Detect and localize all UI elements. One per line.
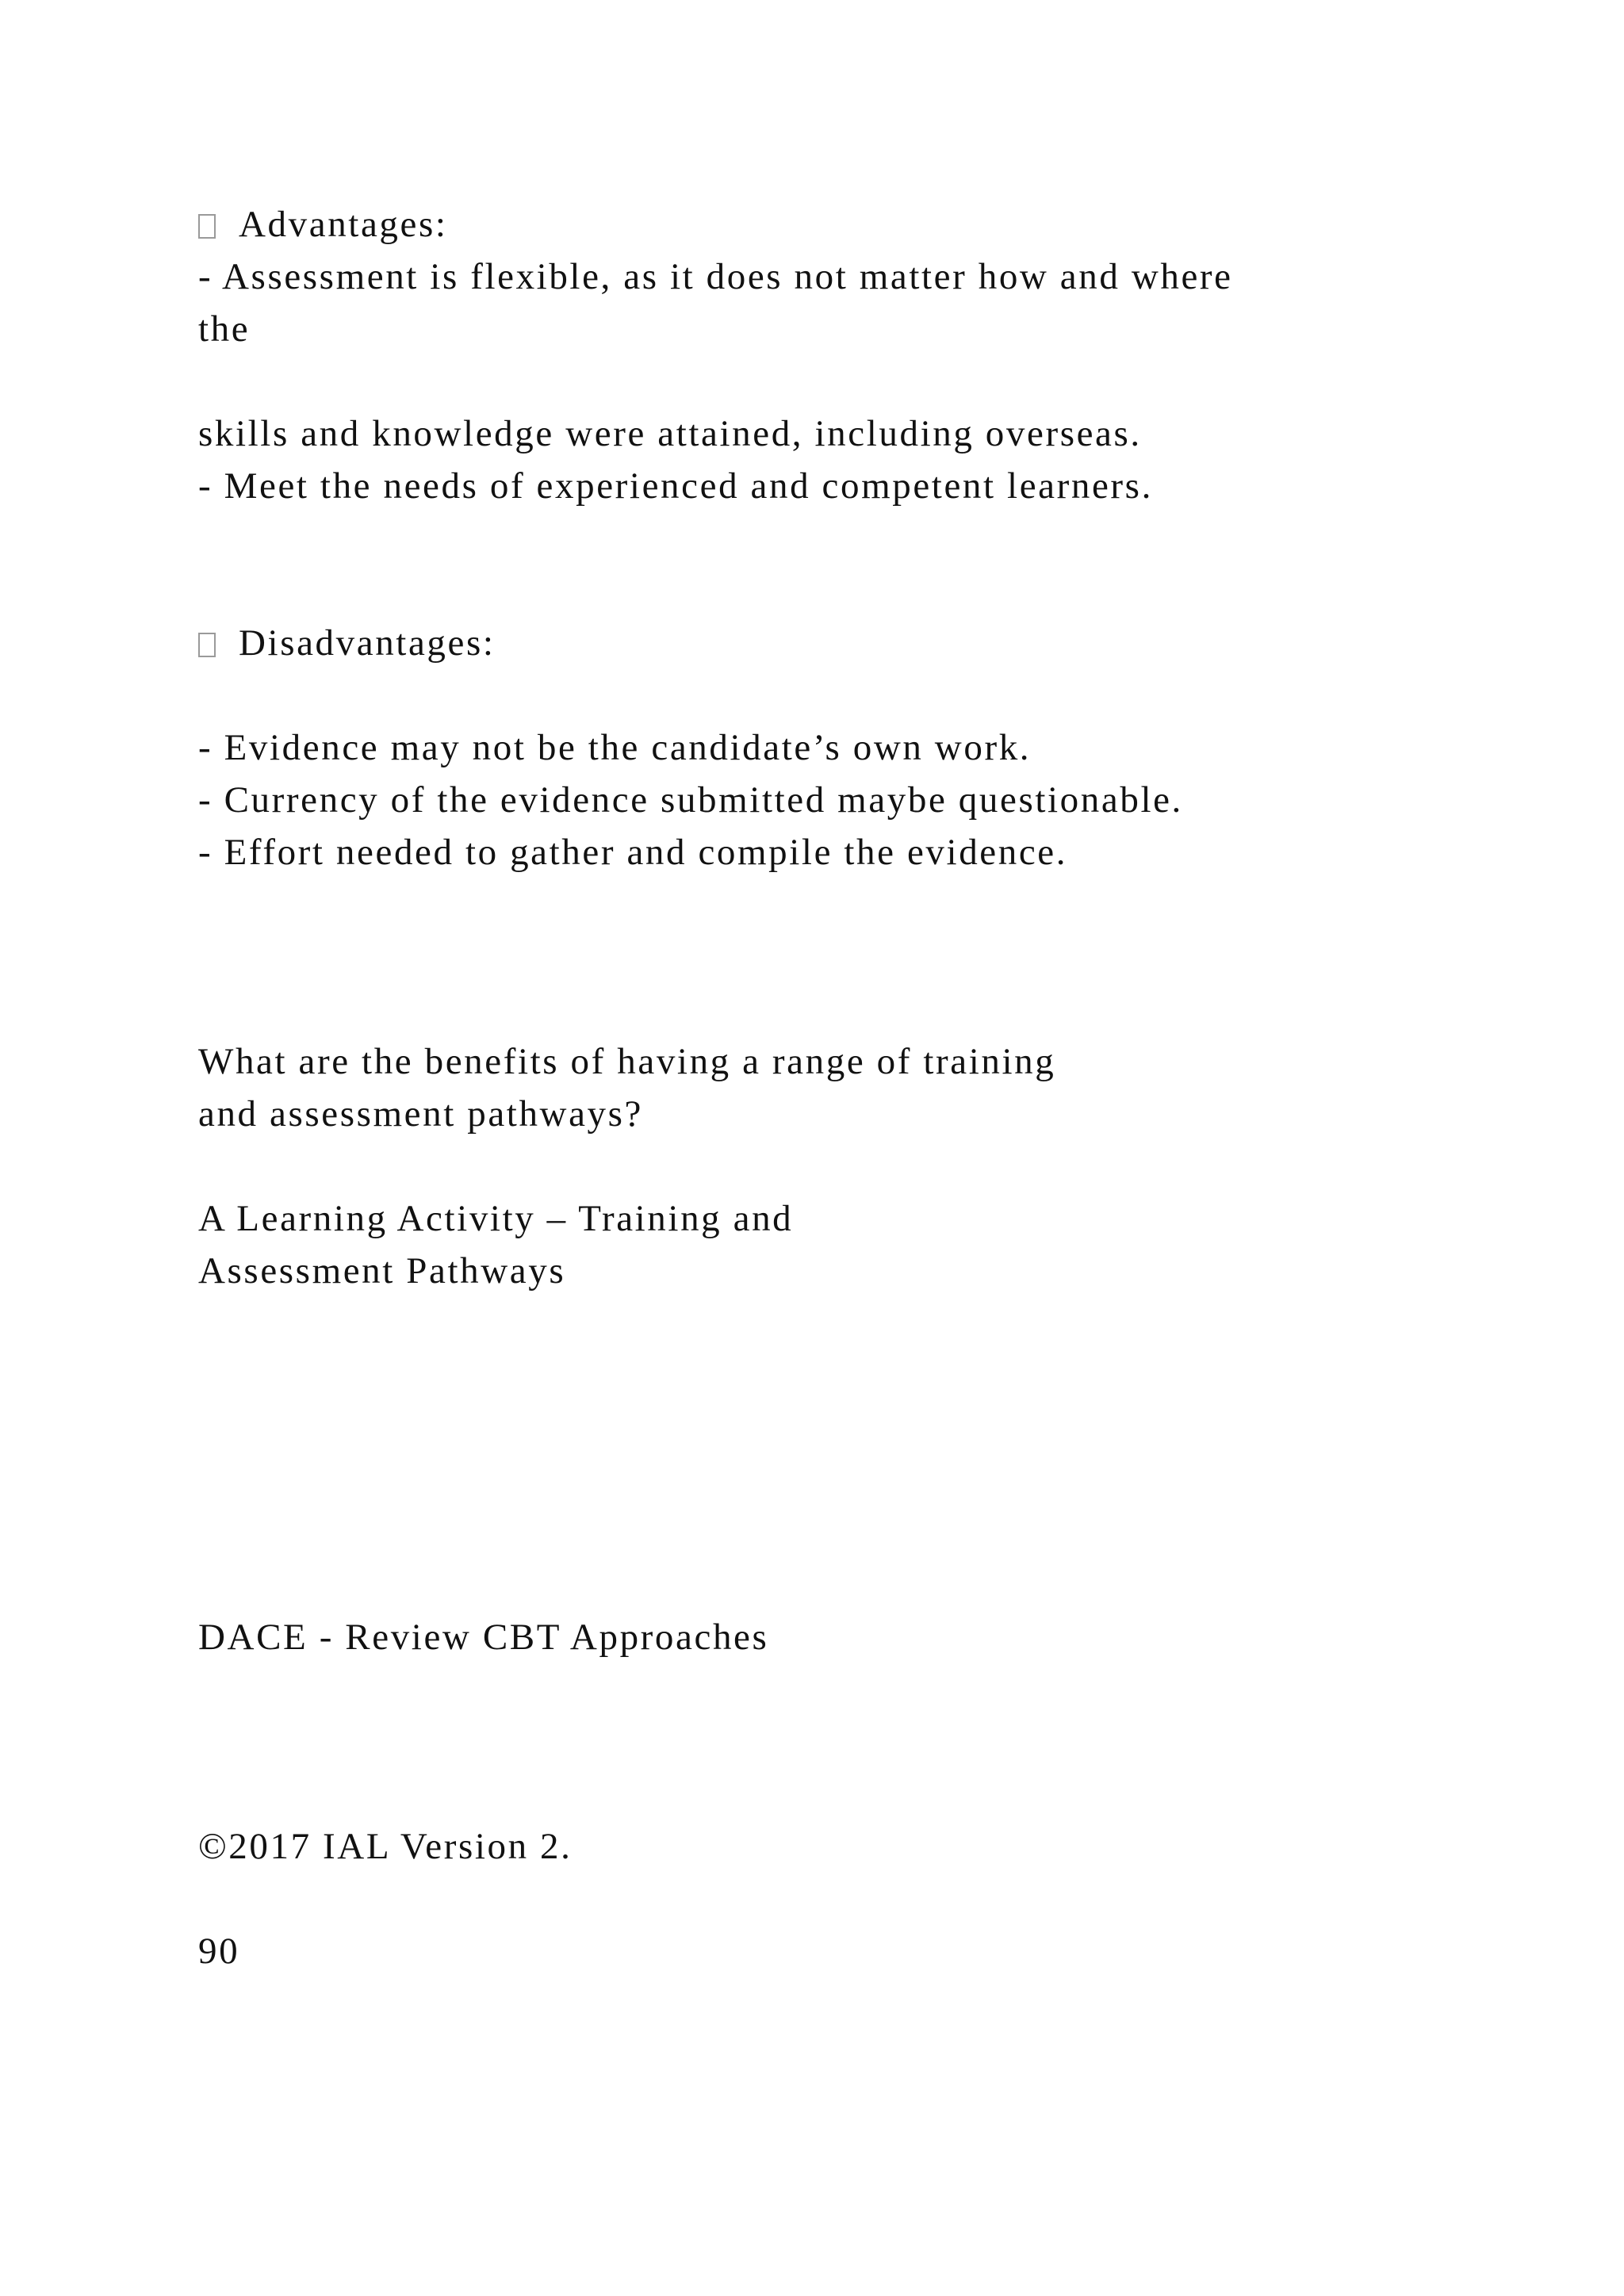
question-line-2: and assessment pathways? bbox=[198, 1093, 643, 1135]
advantages-line-2: the bbox=[198, 308, 251, 350]
advantages-heading: Advantages: bbox=[239, 204, 448, 245]
copyright-footer: ©2017 IAL Version 2. bbox=[198, 1826, 573, 1867]
disadvantages-line-1: - Evidence may not be the candidate’s own work. bbox=[198, 727, 1032, 768]
checkbox-bullet-icon bbox=[198, 214, 216, 239]
page-number: 90 bbox=[198, 1931, 240, 1972]
activity-title-line-2: Assessment Pathways bbox=[198, 1250, 566, 1292]
course-footer: DACE - Review CBT Approaches bbox=[198, 1617, 769, 1658]
disadvantages-heading-line bbox=[198, 617, 496, 669]
disadvantages-line-3: - Effort needed to gather and compile the evidence. bbox=[198, 832, 1068, 873]
disadvantages-line-2: - Currency of the evidence submitted maybe questionable. bbox=[198, 779, 1183, 821]
checkbox-bullet-icon bbox=[198, 633, 216, 657]
question-line-1: What are the benefits of having a range of training bbox=[198, 1041, 1056, 1082]
advantages-line-4: - Meet the needs of experienced and competent learners. bbox=[198, 465, 1153, 507]
advantages-heading-line bbox=[198, 198, 448, 251]
advantages-line-3: skills and knowledge were attained, including overseas. bbox=[198, 413, 1142, 454]
advantages-line-1: - Assessment is flexible, as it does not matter how and where bbox=[198, 256, 1233, 297]
disadvantages-heading: Disadvantages: bbox=[239, 622, 496, 664]
activity-title-line-1: A Learning Activity – Training and bbox=[198, 1198, 794, 1239]
